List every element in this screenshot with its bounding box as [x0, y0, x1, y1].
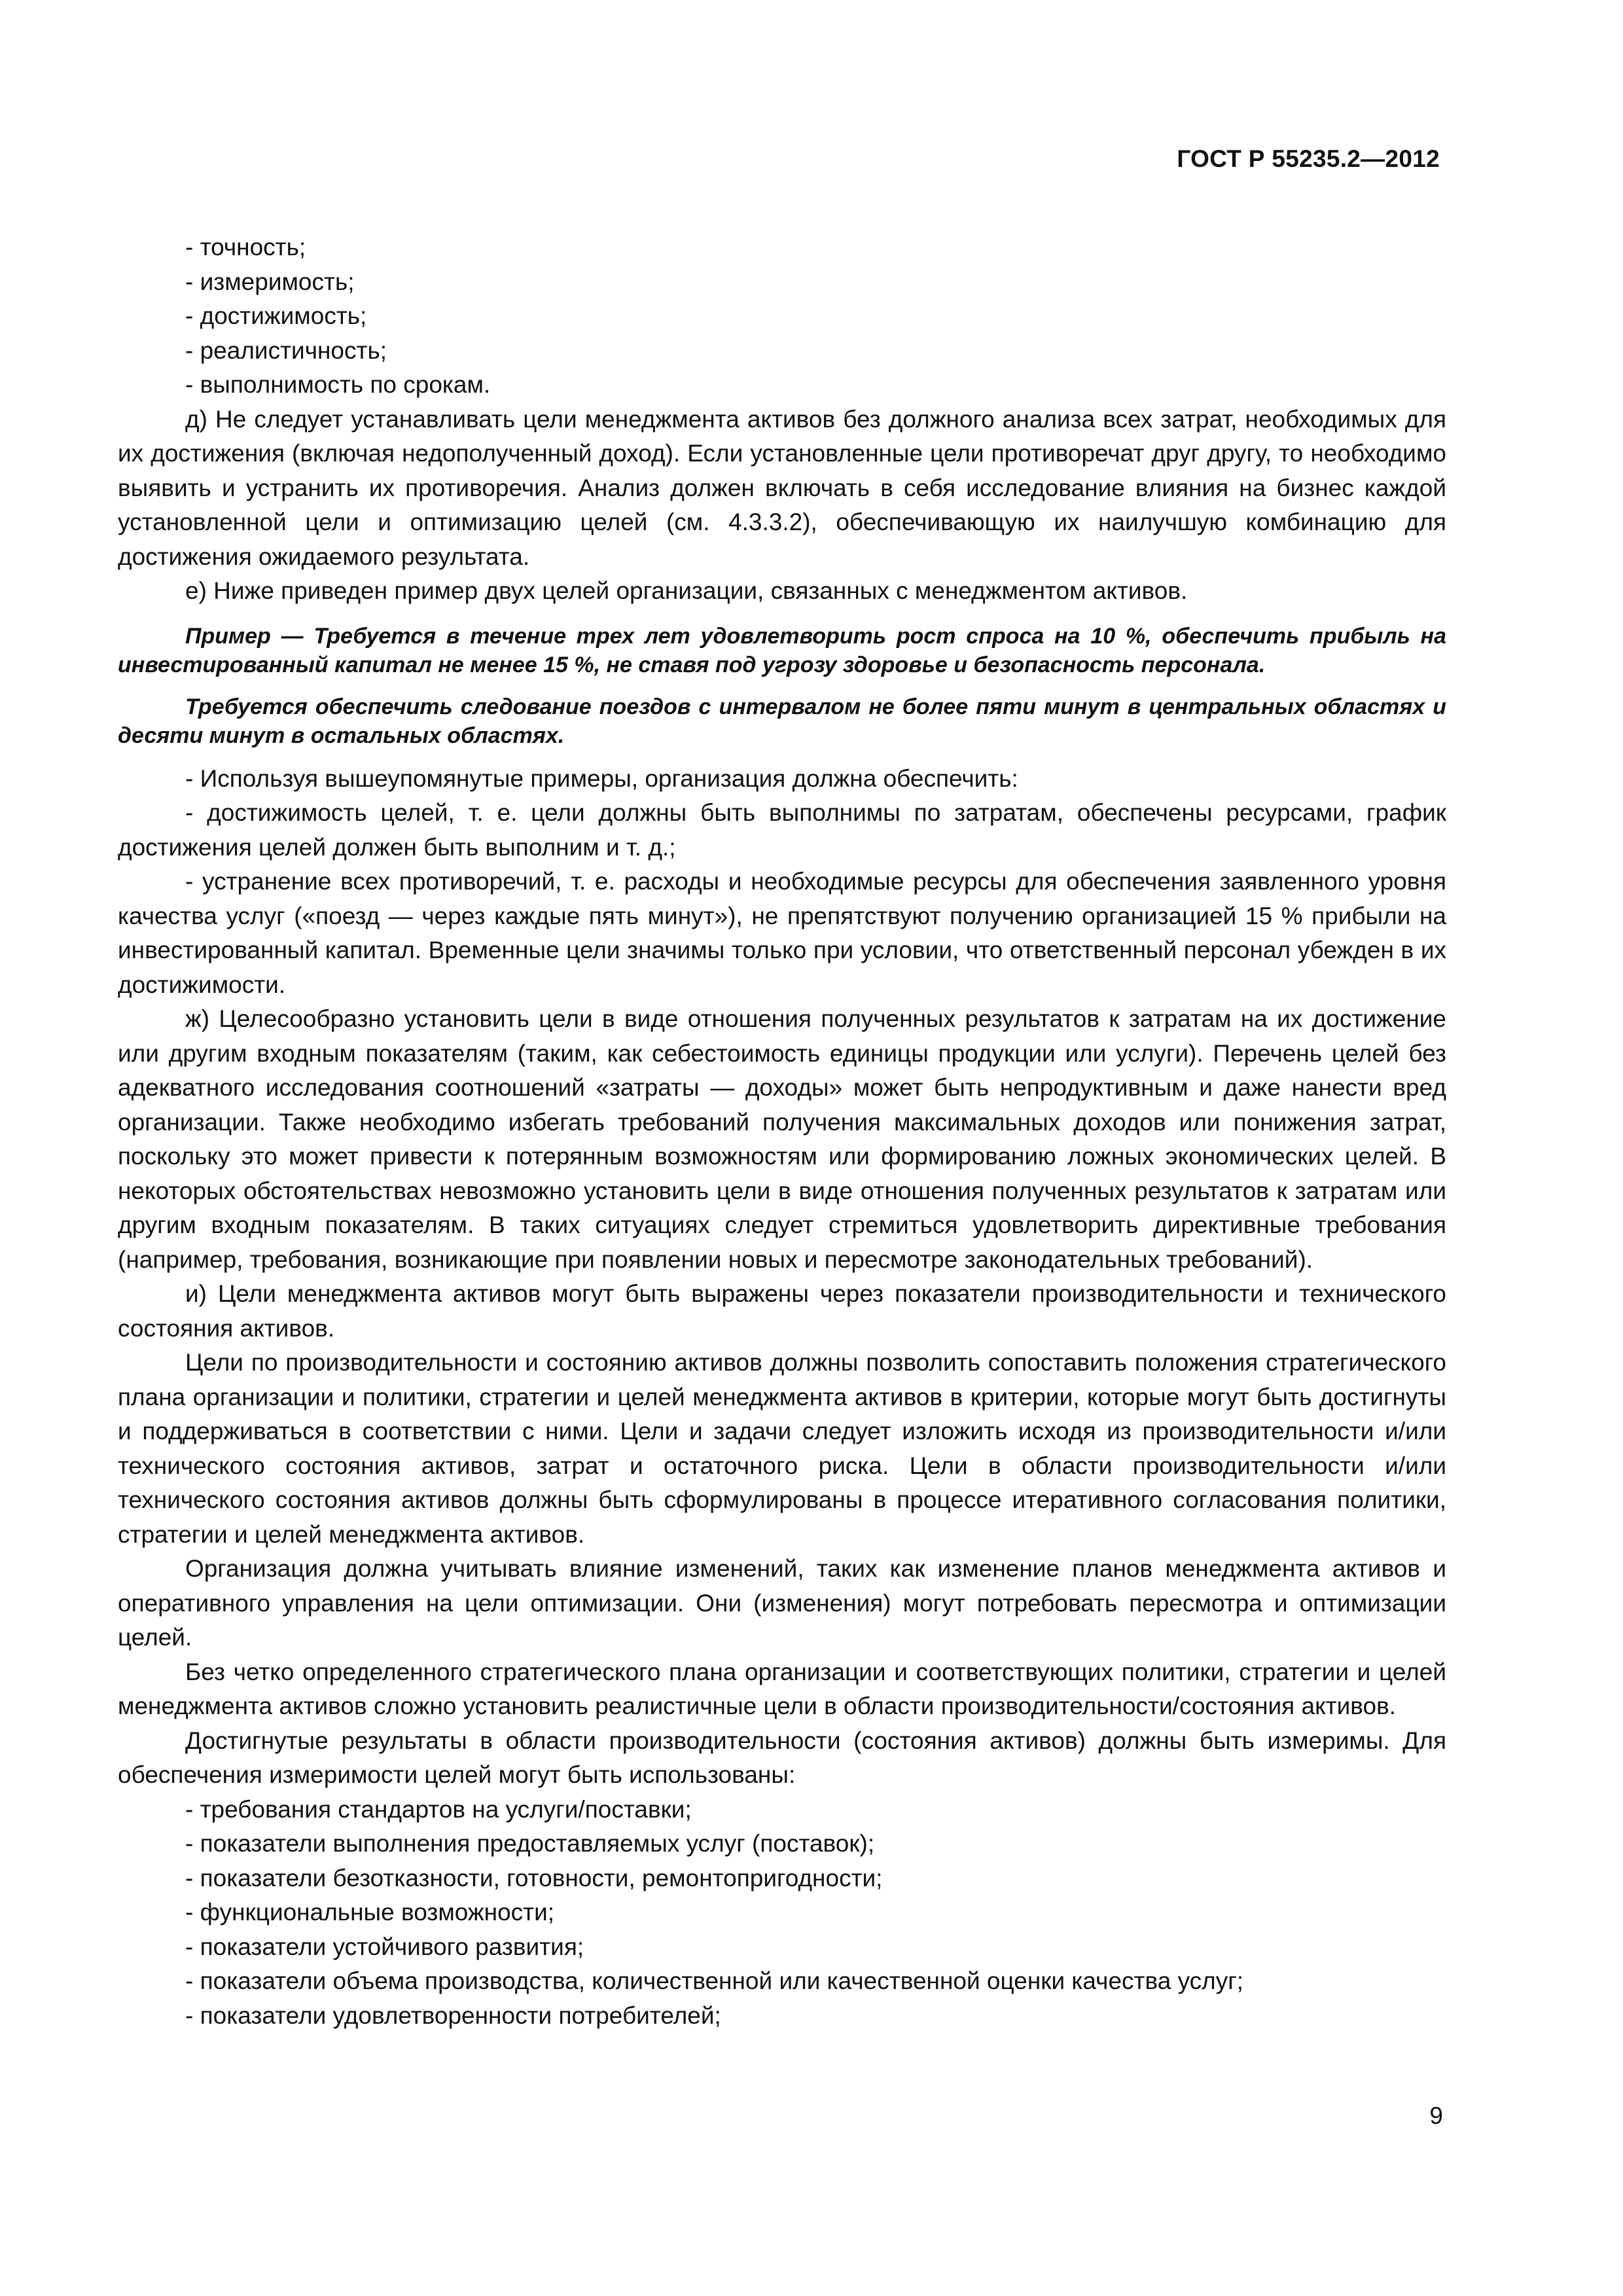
list-item: - показатели удовлетворенности потребителей;: [185, 2001, 721, 2029]
list-item: - достижимость;: [185, 302, 367, 329]
paragraph-performance-goals: Цели по производительности и состоянию активов должны позволить сопоставить положения стратегического плана организации и политики, стратегии и целей менеджмента активов в критерии, которые могут быть достигнуты и поддерживаться в соответствии с ними. Цели и задачи следует изложить исходя из производительности и/или технического состояния активов, затрат и остаточного риска. Цели в области производительности и/или технического состояния активов должны быть сформулированы в процессе итеративного согласования политики, стратегии и целей менеджмента активов.: [118, 1349, 1446, 1548]
list-item: - показатели устойчивого развития;: [185, 1933, 584, 1960]
example-note-1: Пример — Требуется в течение трех лет удовлетворить рост спроса на 10 %, обеспечить прибыль на инвестированный капитал не менее 15 %, не ставя под угрозу здоровье и безопасность персонала.: [118, 623, 1446, 677]
paragraph-i: и) Цели менеджмента активов могут быть выражены через показатели производительности и технического состояния активов.: [118, 1280, 1446, 1342]
list-item: - показатели выполнения предоставляемых услуг (поставок);: [185, 1830, 875, 1857]
example-note-2: Требуется обеспечить следование поездов с интервалом не более пяти минут в центральных областях и десяти минут в остальных областях.: [118, 694, 1446, 748]
page-number: 9: [1429, 2102, 1443, 2129]
paragraph-e: е) Ниже приведен пример двух целей организации, связанных с менеджментом активов.: [185, 577, 1188, 604]
list-item: - измеримость;: [185, 268, 355, 295]
list-item: - требования стандартов на услуги/поставки;: [185, 1795, 692, 1823]
paragraph-zh: ж) Целесообразно установить цели в виде отношения полученных результатов к затратам на их достижение или другим входным показателям (таким, как себестоимость единицы продукции или услуги). Перечень целей без адекватного исследования соотношений «затраты — доходы» может быть непродуктивным и даже нанести вред организации. Также необходимо избегать требований получения максимальных доходов или понижения затрат, поскольку это может привести к потерянным возможностям или формированию ложных экономических целей. В некоторых обстоятельствах невозможно установить цели в виде отношения полученных результатов к затратам или другим входным показателям. В таких ситуациях следует стремиться удовлетворить директивные требования (например, требования, возникающие при появлении новых и пересмотре законодательных требований).: [118, 1005, 1446, 1273]
standard-designation: ГОСТ Р 55235.2—2012: [1177, 145, 1440, 172]
paragraph-d: д) Не следует устанавливать цели менеджмента активов без должного анализа всех затрат, необходимых для их достижения (включая недополученный доход). Если установленные цели противоречат друг другу, то необходимо выявить и устранить их противоречия. Анализ должен включать в себя исследование влияния на бизнес каждой установленной цели и оптимизацию целей (см. 4.3.3.2), обеспечивающую их наилучшую комбинацию для достижения ожидаемого результата.: [118, 405, 1446, 570]
paragraph-measurability: Достигнутые результаты в области производительности (состояния активов) должны быть измеримы. Для обеспечения измеримости целей могут быть использованы:: [118, 1727, 1446, 1788]
list-item: - реалистичность;: [185, 336, 387, 364]
list-item: - показатели безотказности, готовности, ремонтопригодности;: [185, 1864, 883, 1892]
paragraph-organization-changes: Организация должна учитывать влияние изменений, таких как изменение планов менеджмента активов и оперативного управления на цели оптимизации. Они (изменения) могут потребовать пересмотра и оптимизации целей.: [118, 1555, 1446, 1651]
criteria-list: [118, 230, 1446, 403]
list-item: - функциональные возможности;: [185, 1899, 555, 1926]
document-body: [118, 230, 1446, 2033]
paragraph-contradictions: - устранение всех противоречий, т. е. расходы и необходимые ресурсы для обеспечения заявленного уровня качества услуг («поезд — через каждые пять минут»), не препятствуют получению организацией 15 % прибыли на инвестированный капитал. Временные цели значимы только при условии, что ответственный персонал убежден в их достижимости.: [118, 868, 1446, 998]
list-item: - точность;: [185, 234, 306, 260]
list-item: - показатели объема производства, количественной или качественной оценки качества услуг;: [185, 1967, 1244, 1994]
paragraph-achievability: - достижимость целей, т. е. цели должны быть выполнимы по затратам, обеспечены ресурсами, график достижения целей должен быть выполним и т. д.;: [118, 799, 1446, 861]
list-item: - выполнимость по срокам.: [185, 371, 491, 398]
paragraph-using-examples: - Используя вышеупомянутые примеры, организация должна обеспечить:: [185, 764, 1018, 792]
measures-list: [118, 1793, 1446, 2034]
paragraph-strategic-plan: Без четко определенного стратегического плана организации и соответствующих политики, стратегии и целей менеджмента активов сложно установить реалистичные цели в области производительности/состояния активов.: [118, 1658, 1446, 1719]
